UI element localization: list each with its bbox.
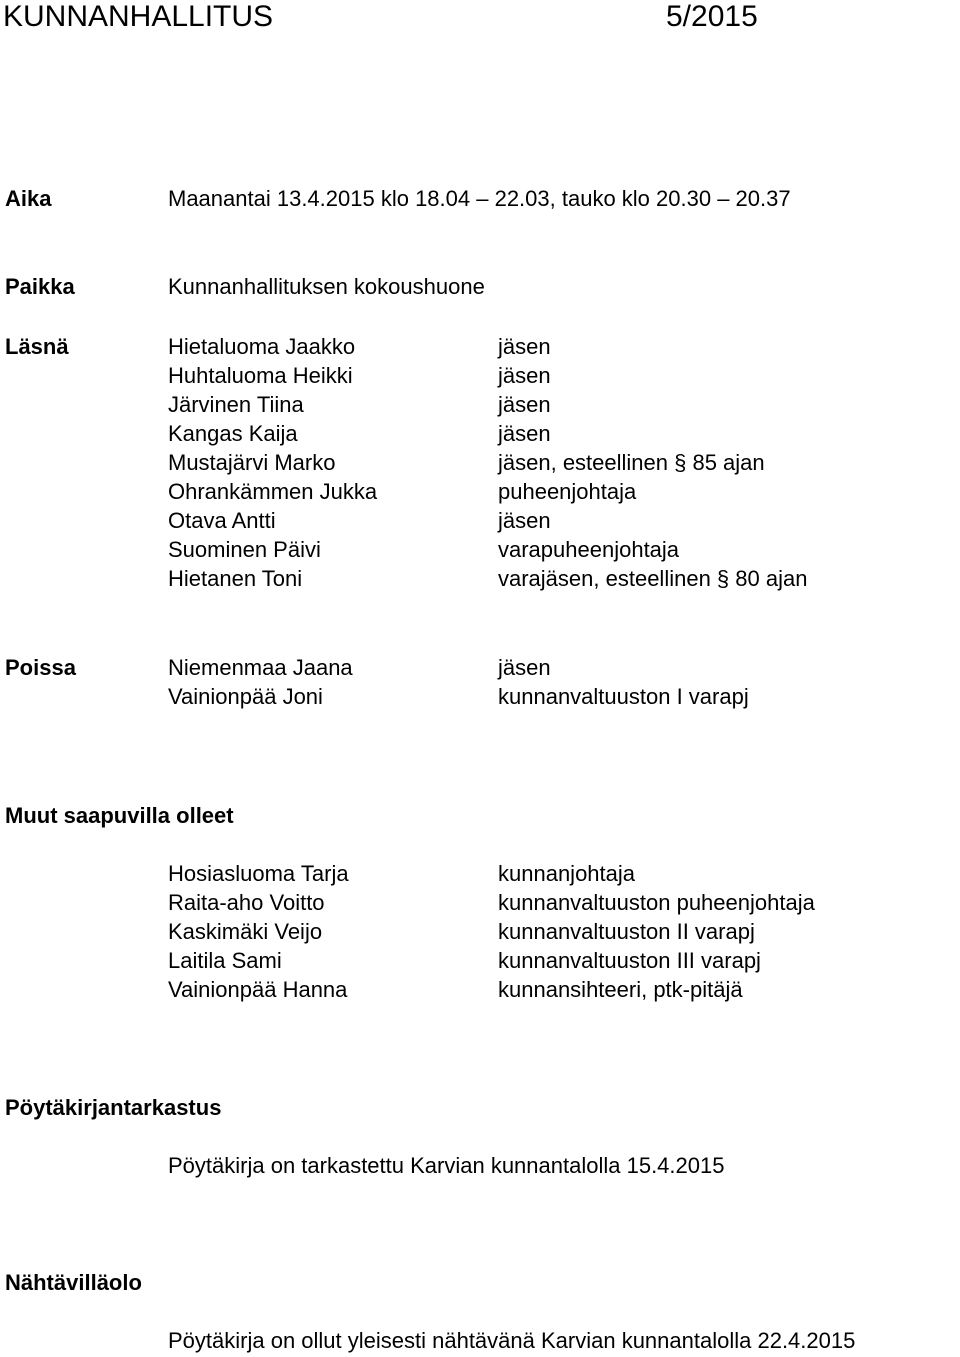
attendee-role: jäsen (498, 392, 551, 417)
attendee-role: jäsen, esteellinen § 85 ajan (498, 450, 765, 475)
attendee-name: Järvinen Tiina (168, 392, 304, 417)
nahtavilla-text: Pöytäkirja on ollut yleisesti nähtävänä Karvian kunnantalolla 22.4.2015 (168, 1328, 856, 1353)
aika-label: Aika (5, 186, 52, 211)
attendee-role: varapuheenjohtaja (498, 537, 680, 562)
other-role: kunnanjohtaja (498, 861, 636, 886)
absentee-name: Niemenmaa Jaana (168, 655, 353, 680)
other-name: Vainionpää Hanna (168, 977, 348, 1002)
attendee-role: jäsen (498, 421, 551, 446)
aika-value: Maanantai 13.4.2015 klo 18.04 – 22.03, tauko klo 20.30 – 20.37 (168, 186, 791, 211)
attendee-name: Ohrankämmen Jukka (168, 479, 378, 504)
other-role: kunnansihteeri, ptk-pitäjä (498, 977, 743, 1002)
attendee-role: jäsen (498, 363, 551, 388)
attendee-name: Kangas Kaija (168, 421, 298, 446)
attendee-name: Otava Antti (168, 508, 276, 533)
attendee-name: Mustajärvi Marko (168, 450, 336, 475)
other-name: Laitila Sami (168, 948, 282, 973)
other-name: Hosiasluoma Tarja (168, 861, 349, 886)
absentee-role: jäsen (498, 655, 551, 680)
lasna-label: Läsnä (5, 334, 69, 359)
attendee-role: jäsen (498, 508, 551, 533)
attendee-name: Suominen Päivi (168, 537, 321, 562)
nahtavilla-label: Nähtävilläolo (5, 1270, 142, 1295)
paikka-label: Paikka (5, 274, 75, 299)
other-name: Raita-aho Voitto (168, 890, 325, 915)
absentee-role: kunnanvaltuuston I varapj (498, 684, 749, 709)
other-role: kunnanvaltuuston puheenjohtaja (498, 890, 815, 915)
attendee-role: puheenjohtaja (498, 479, 637, 504)
paikka-value: Kunnanhallituksen kokoushuone (168, 274, 485, 299)
document-title: KUNNANHALLITUS (3, 0, 274, 33)
attendee-role: jäsen (498, 334, 551, 359)
tarkastus-label: Pöytäkirjantarkastus (5, 1095, 222, 1120)
attendee-name: Hietanen Toni (168, 566, 303, 591)
tarkastus-text: Pöytäkirja on tarkastettu Karvian kunnantalolla 15.4.2015 (168, 1153, 725, 1178)
other-name: Kaskimäki Veijo (168, 919, 323, 944)
poissa-label: Poissa (5, 655, 76, 680)
other-role: kunnanvaltuuston III varapj (498, 948, 761, 973)
absentee-name: Vainionpää Joni (168, 684, 323, 709)
attendee-name: Huhtaluoma Heikki (168, 363, 353, 388)
attendee-name: Hietaluoma Jaakko (168, 334, 356, 359)
muut-label: Muut saapuvilla olleet (5, 803, 234, 828)
attendee-role: varajäsen, esteellinen § 80 ajan (498, 566, 808, 591)
document-number: 5/2015 (666, 0, 758, 33)
other-role: kunnanvaltuuston II varapj (498, 919, 755, 944)
